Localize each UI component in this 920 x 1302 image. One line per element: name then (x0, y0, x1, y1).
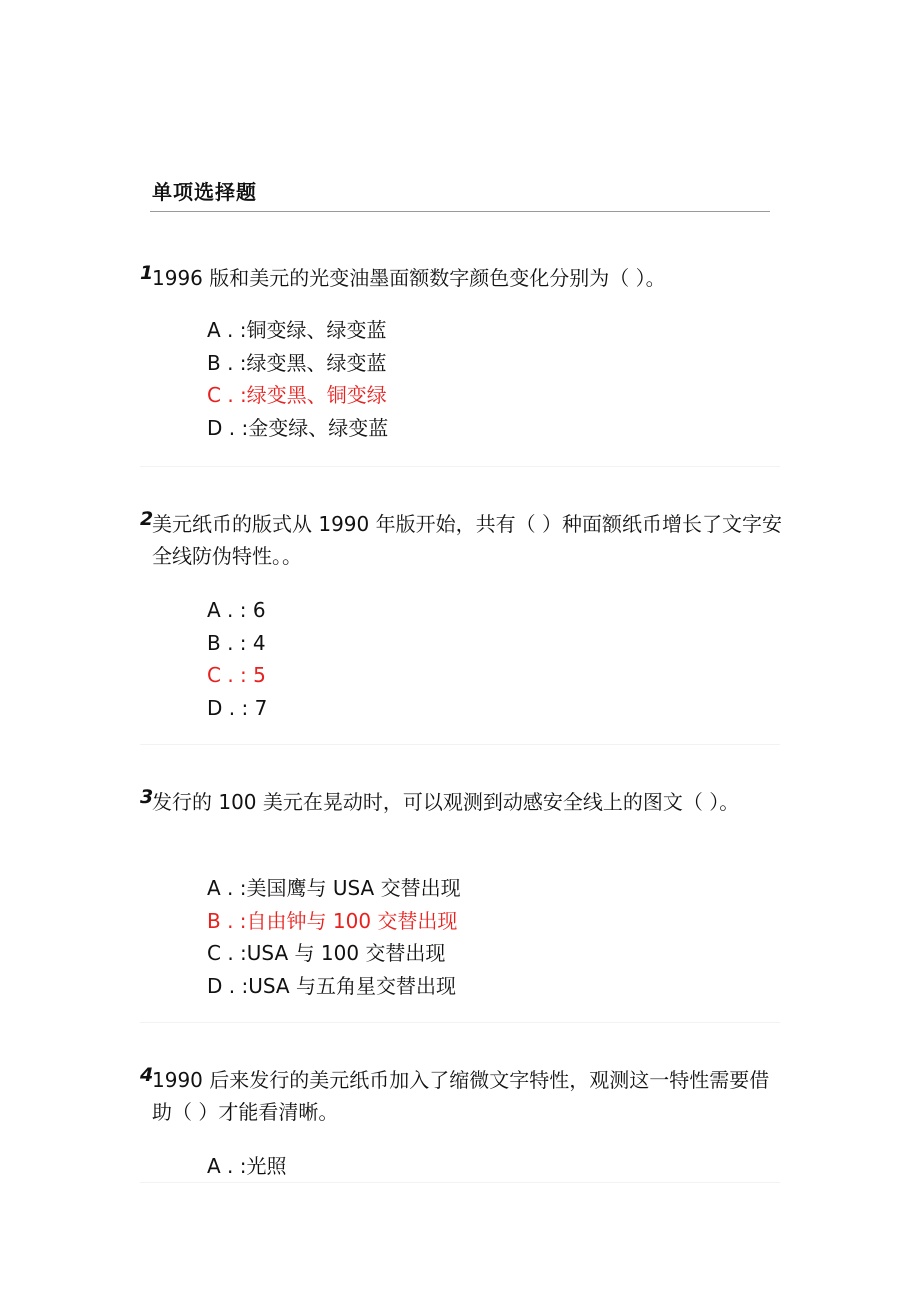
option-d[interactable]: D . :金变绿、绿变蓝 (207, 415, 389, 440)
option-a[interactable]: A . :美国鹰与 USA 交替出现 (207, 876, 461, 900)
option-b[interactable]: B . :绿变黑、绿变蓝 (207, 350, 387, 375)
question-text: 美元纸币的版式从 1990 年版开始，共有（ ）种面额纸币增长了文字安全线防伪特性。。 (152, 512, 782, 568)
question-separator (140, 1182, 780, 1183)
option-c[interactable]: C . :USA 与 100 交替出现 (207, 941, 446, 965)
option-d[interactable]: D . :USA 与五角星交替出现 (207, 973, 456, 998)
section-title: 单项选择题 (152, 180, 257, 204)
question-text: 1996 版和美元的光变油墨面额数字颜色变化分别为（ ）。 (152, 266, 666, 290)
option-c[interactable]: C . :绿变黑、铜变绿 (207, 383, 387, 407)
option-list (207, 594, 267, 724)
option-list (207, 872, 461, 1002)
option-a[interactable]: A . :铜变绿、绿变蓝 (207, 318, 387, 342)
option-a[interactable]: A . :光照 (207, 1154, 287, 1178)
question-separator (140, 466, 780, 467)
question-number: 3 (140, 786, 154, 808)
option-b[interactable]: B . :自由钟与 100 交替出现 (207, 908, 458, 933)
question-separator (140, 1022, 780, 1023)
question-number: 2 (140, 508, 154, 530)
option-c[interactable]: C . : 5 (207, 663, 266, 687)
option-list (207, 314, 388, 444)
question-text: 1990 后来发行的美元纸币加入了缩微文字特性，观测这一特性需要借助（ ）才能看清晰。 (152, 1068, 770, 1124)
option-list (207, 1150, 287, 1183)
option-d[interactable]: D . : 7 (207, 695, 268, 720)
option-b[interactable]: B . : 4 (207, 630, 266, 655)
question-number: 4 (140, 1064, 154, 1086)
question-number: 1 (140, 262, 154, 284)
question-text: 发行的 100 美元在晃动时，可以观测到动感安全线上的图文（ ）。 (152, 790, 740, 814)
section-divider (150, 211, 770, 212)
question-separator (140, 744, 780, 745)
option-a[interactable]: A . : 6 (207, 598, 266, 622)
